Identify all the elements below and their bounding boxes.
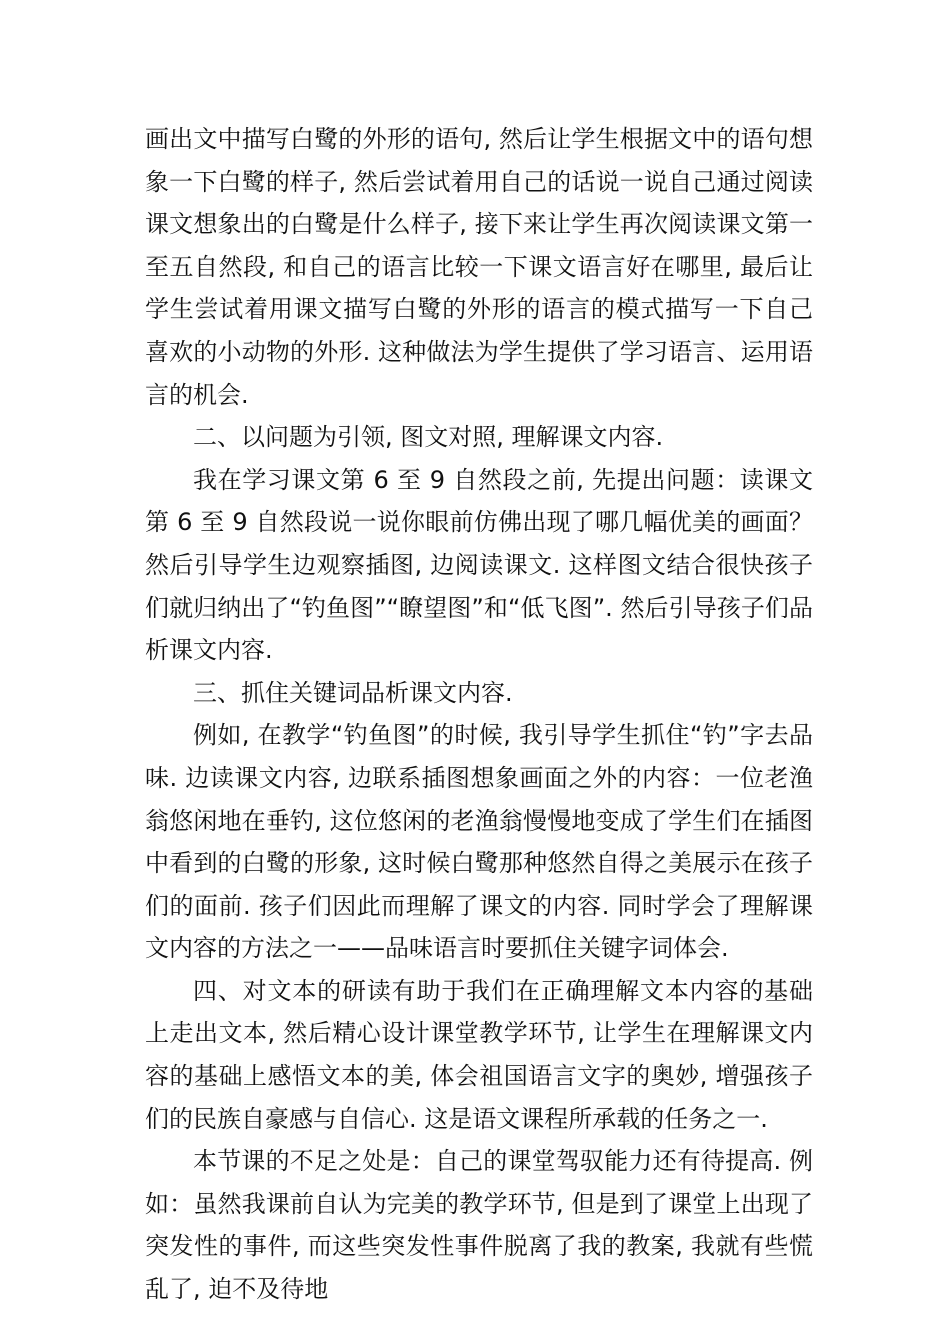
section-heading-two: 二、以问题为引领, 图文对照, 理解课文内容. — [193, 423, 664, 452]
paragraph-shortcomings: 本节课的不足之处是：自己的课堂驾驭能力还有待提高. 例如：虽然我课前自认为完美的教学环节, 但是到了课堂上出现了突发性的事件, 而这些突发性事件脱离了我的教案, 我就有些慌乱了, 迫不及待地 — [145, 1147, 813, 1304]
paragraph-continuation: 画出文中描写白鹭的外形的语句, 然后让学生根据文中的语句想象一下白鹭的样子, 然后尝试着用自己的话说一说自己通过阅读课文想象出的白鹭是什么样子, 接下来让学生再次阅读课文第一至五自然段, 和自己的语言比较一下课文语言好在哪里, 最后让学生尝试着用课文描写白鹭的外形的语言的模式描写一下自己喜欢的小动物的外形. 这种做法为学生提供了学习语言、运用语言的机会. — [145, 125, 813, 409]
section-four-paragraph: 四、对文本的研读有助于我们在正确理解文本内容的基础上走出文本, 然后精心设计课堂教学环节, 让学生在理解课文内容的基础上感悟文本的美, 体会祖国语言文字的奥妙, 增强孩子们的民族自豪感与自信心. 这是语文课程所承载的任务之一. — [145, 976, 813, 1133]
body-text — [145, 118, 813, 1311]
paragraph-questions: 我在学习课文第 6 至 9 自然段之前, 先提出问题：读课文第 6 至 9 自然段说一说你眼前仿佛出现了哪几幅优美的画面？然后引导学生边观察插图, 边阅读课文. 这样图文结合很快孩子们就归纳出了“钓鱼图”“瞭望图”和“低飞图”. 然后引导孩子们品析课文内容. — [145, 465, 813, 665]
section-heading-three: 三、抓住关键词品析课文内容. — [193, 678, 513, 707]
paragraph-example: 例如, 在教学“钓鱼图”的时候, 我引导学生抓住“钓”字去品味. 边读课文内容, 边联系插图想象画面之外的内容：一位老渔翁悠闲地在垂钓, 这位悠闲的老渔翁慢慢地变成了学生们在插图中看到的白鹭的形象, 这时候白鹭那种悠然自得之美展示在孩子们的面前. 孩子们因此而理解了课文的内容. 同时学会了理解课文内容的方法之一——品味语言时要抓住关键字词体会. — [145, 721, 813, 963]
